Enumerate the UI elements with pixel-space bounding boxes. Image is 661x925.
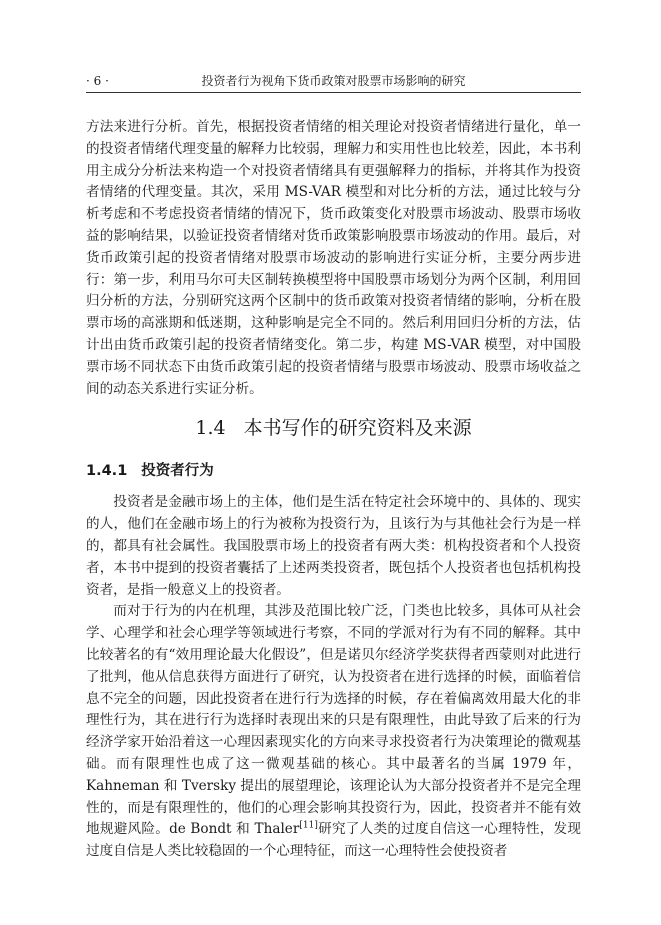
section-title: 本书写作的研究资料及来源 <box>243 417 472 440</box>
body-text <box>86 117 581 863</box>
paragraph-text-a: 而对于行为的内在机理，其涉及范围比较广泛，门类也比较多，具体可从社会学、心理学和社会心理学等领域进行考察，不同的学派对行为有不同的解释。其中比较著名的有“效用理论最大化假设”，但是诺贝尔经济学奖获得者西蒙则对此进行了批判，他从信息获得方面进行了研究，认为投资者在进行选择的时候，面临着信息不完全的问题，因此投资者在进行行为选择的时候，存在着偏离效用最大化的非理性行为，其在进行行为选择时表现出来的只是有限理性，由此导致了后来的行为经济学家开始沿着这一心理因素现实化的方向来寻求投资者行为决策理论的微观基础。而有限理性也成了这一微观基础的核心。其中最著名的当属 1979 年，Kahneman 和 Tversky 提出的展望理论，该理论认为大部分投资者并不是完全理性的，而是有限理性的，他们的心理会影响其投资行为，因此，投资者并不能有效地规避风险。de Bondt 和 Thaler <box>86 603 581 838</box>
running-title: 投资者行为视角下货币政策对股票市场影响的研究 <box>201 74 466 88</box>
subsection-heading <box>86 460 581 482</box>
page-number: · 6 · <box>86 74 109 88</box>
running-header <box>86 70 581 93</box>
paragraph-text-b: 研究了人类的过度自信这一心理特性，发现过度自信是人类比较稳固的一个心理特征，而这一心理特性会使投资者 <box>86 821 582 860</box>
section-number: 1.4 <box>195 417 226 440</box>
subsection-number: 1.4.1 <box>86 463 128 480</box>
section-heading <box>86 416 581 440</box>
citation-reference[interactable]: [11] <box>299 820 318 831</box>
paragraph-investors: 投资者是金融市场上的主体，他们是生活在特定社会环境中的、具体的、现实的人，他们在金融市场上的行为被称为投资行为，且该行为与其他社会行为是一样的，都具有社会属性。我国股票市场上的投资者有两大类：机构投资者和个人投资者，本书中提到的投资者囊括了上述两类投资者，既包括个人投资者也包括机构投资者，是指一般意义上的投资者。 <box>86 494 581 598</box>
intro-paragraph: 方法来进行分析。首先，根据投资者情绪的相关理论对投资者情绪进行量化，单一的投资者情绪代理变量的解释力比较弱，理解力和实用性也比较差，因此，本书利用主成分分析法来构造一个对投资者情绪具有更强解释力的指标，并将其作为投资者情绪的代理变量。其次，采用 MS-VAR 模型和对比分析的方法，通过比较与分析考虑和不考虑投资者情绪的情况下，货币政策变化对股票市场波动、股票市场收益的影响结果，以验证投资者情绪对货币政策影响股票市场波动的作用。最后，对货币政策引起的投资者情绪对股票市场波动的影响进行实证分析，主要分两步进行：第一步，利用马尔可夫区制转换模型将中国股票市场划分为两个区制，利用回归分析的方法，分别研究这两个区制中的货币政策对投资者情绪的影响，分析在股票市场的高涨期和低迷期，这种影响是完全不同的。然后利用回归分析的方法，估计出由货币政策引起的投资者情绪变化。第二步，构建 MS-VAR 模型，对中国股票市场不同状态下由货币政策引起的投资者情绪与股票市场波动、股票市场收益之间的动态关系进行实证分析。 <box>86 119 581 397</box>
subsection-title: 投资者行为 <box>141 463 214 480</box>
paragraph-behavior-mechanism <box>86 601 581 863</box>
